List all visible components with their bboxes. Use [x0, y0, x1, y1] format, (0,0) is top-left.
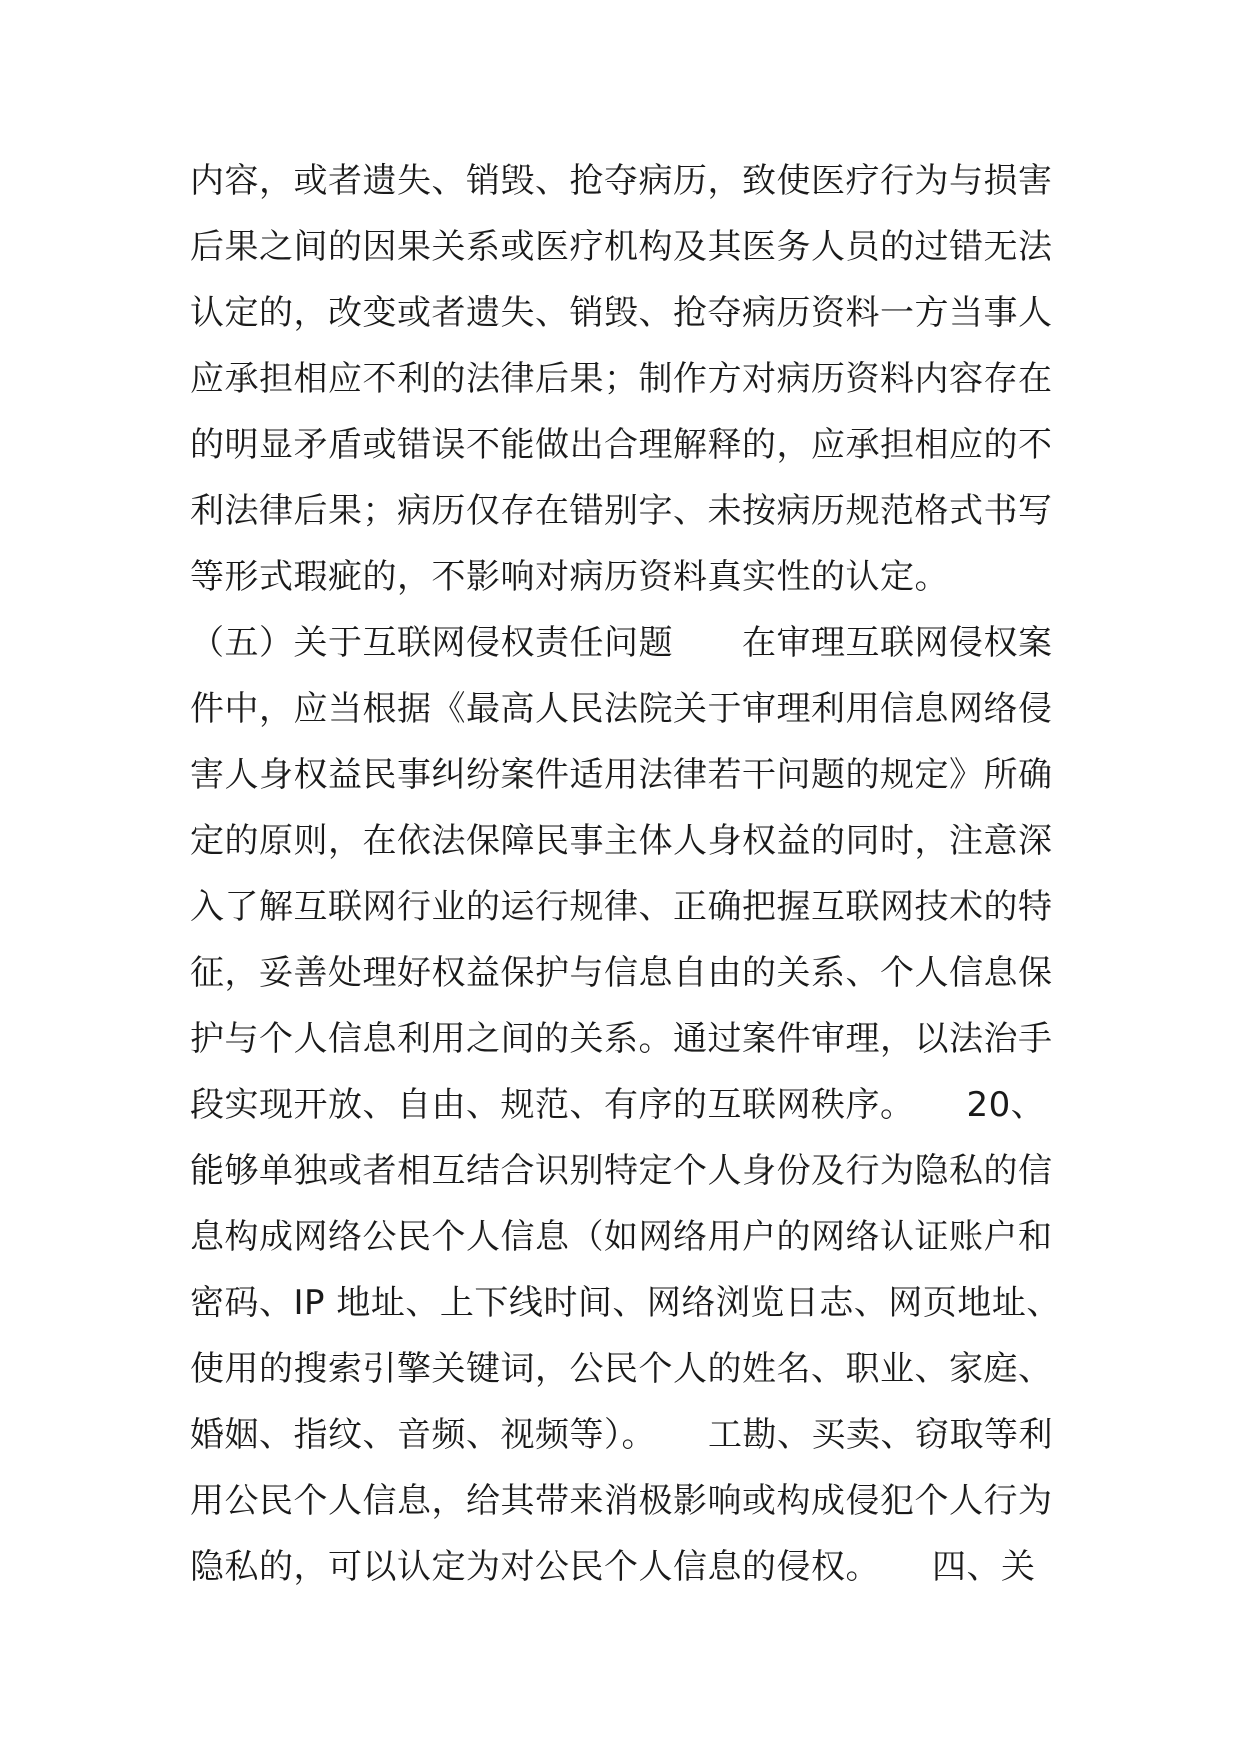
text-line: 等形式瑕疵的，不影响对病历资料真实性的认定。: [190, 557, 949, 597]
text-line: 使用的搜索引擎关键词，公民个人的姓名、职业、家庭、: [190, 1349, 1053, 1389]
text-line: 入了解互联网行业的运行规律、正确把握互联网技术的特: [190, 887, 1053, 927]
text-line: 害人身权益民事纠纷案件适用法律若干问题的规定》所确: [190, 755, 1053, 795]
text-line: 征，妥善处理好权益保护与信息自由的关系、个人信息保: [190, 953, 1053, 993]
text-line: 内容，或者遗失、销毁、抢夺病历，致使医疗行为与损害: [190, 161, 1053, 201]
text-line: 密码、IP 地址、上下线时间、网络浏览日志、网页地址、: [190, 1283, 1061, 1323]
text-line: 能够单独或者相互结合识别特定个人身份及行为隐私的信: [190, 1151, 1053, 1191]
text-line: 护与个人信息利用之间的关系。通过案件审理，以法治手: [190, 1019, 1053, 1059]
text-line: 段实现开放、自由、规范、有序的互联网秩序。 20、: [190, 1085, 1046, 1125]
text-line: 隐私的，可以认定为对公民个人信息的侵权。 四、关: [190, 1547, 1036, 1587]
text-line: 息构成网络公民个人信息（如网络用户的网络认证账户和: [190, 1217, 1053, 1257]
text-line: 婚姻、指纹、音频、视频等）。 工勘、买卖、窃取等利: [190, 1415, 1053, 1455]
text-line: 用公民个人信息，给其带来消极影响或构成侵犯个人行为: [190, 1481, 1053, 1521]
text-line: 定的原则，在依法保障民事主体人身权益的同时，注意深: [190, 821, 1053, 861]
text-line: 的明显矛盾或错误不能做出合理解释的，应承担相应的不: [190, 425, 1053, 465]
text-line: 后果之间的因果关系或医疗机构及其医务人员的过错无法: [190, 227, 1053, 267]
text-line: 认定的，改变或者遗失、销毁、抢夺病历资料一方当事人: [190, 293, 1053, 333]
text-line: 件中，应当根据《最高人民法院关于审理利用信息网络侵: [190, 689, 1053, 729]
section-heading-line: （五）关于互联网侵权责任问题 在审理互联网侵权案: [190, 623, 1053, 663]
text-line: 利法律后果；病历仅存在错别字、未按病历规范格式书写: [190, 491, 1053, 531]
text-line: 应承担相应不利的法律后果；制作方对病历资料内容存在: [190, 359, 1053, 399]
body-text: [190, 148, 1070, 1600]
